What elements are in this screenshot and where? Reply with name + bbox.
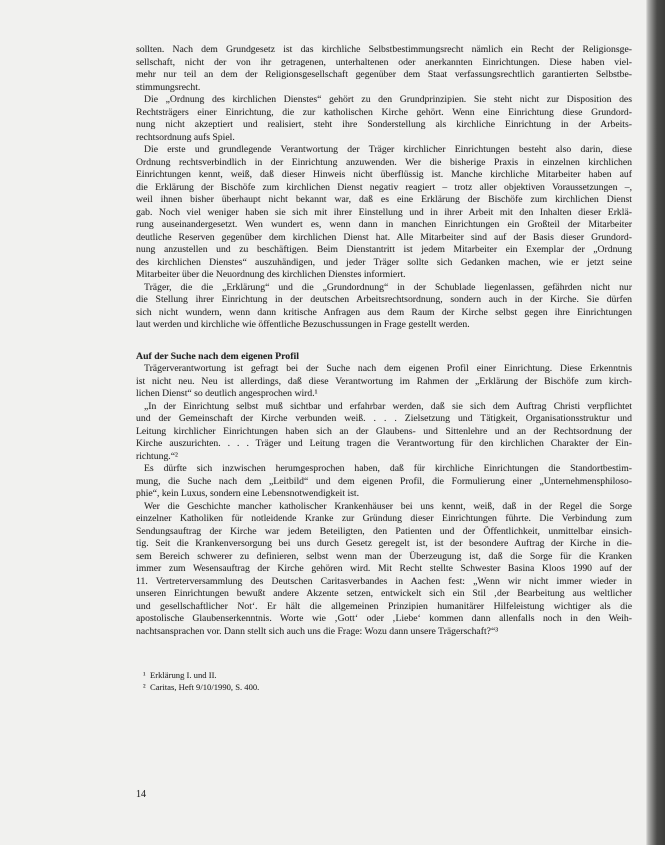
text-line: die Erklärung der Bischöfe zum kirchlichen Dienst negativ reagiert – trotz aller objektiven Voraussetzungen –,	[136, 181, 632, 193]
paragraph	[136, 463, 632, 501]
text-line: apostolische Glaubenserkenntnis. Worte wie ‚Gott‘ oder ‚Liebe‘ kommen dann allenfalls noch in den Weih-	[136, 613, 632, 624]
footnote	[143, 682, 623, 694]
text-line: Rechtsträgers einer Einrichtung, die zur katholischen Kirche gehört. Wenn eine Einrichtung diese Grundord-	[136, 106, 632, 118]
paragraph	[136, 501, 632, 639]
text-column	[136, 44, 632, 638]
text-line: Trägerverantwortung ist gefragt bei der Suche nach dem eigenen Profil einer Einrichtung. Diese Erkenntnis	[144, 363, 632, 374]
text-line: Die „Ordnung des kirchlichen Dienstes“ gehört zu den Grundprinzipien. Sie steht nicht zur Disposition des	[144, 94, 632, 105]
text-line: und gesellschaftlicher Not‘. Er hält die allgemeinen Prinzipien humanitärer Hilfeleistung wichtiger als die	[136, 600, 632, 612]
text-line: Mitarbeiter über die Neuordnung des kirchlichen Dienstes informiert.	[136, 269, 406, 280]
text-line: sich nicht wundern, wenn dann kritische Anfragen aus dem Raum der Kirche selbst gegen ihre Einrichtungen	[136, 306, 632, 318]
paragraph	[136, 282, 632, 332]
footnote-text: Erklärung I. und II.	[150, 670, 217, 680]
text-line: Einrichtungen kennt, weiß, daß dieser Hinweis nicht überflüssig ist. Manche kirchliche Mitarbeiter haben auf	[136, 169, 632, 180]
paragraph	[136, 401, 632, 464]
text-line: deutliche Reserven gegenüber dem kirchlichen Dienst hat. Alle Mitarbeiter sind auf der Basis dieser Grundord-	[136, 231, 632, 243]
paragraph	[136, 363, 632, 401]
text-line: mehr nur teil an dem der Religionsgesellschaft gegenüber dem Staat verfassungsrechtlich garantierten Selbstbe-	[136, 69, 632, 80]
text-line: und der Gemeinschaft der Kirche verbunden weiß. . . . Zielsetzung und Tätigkeit, Organisationsstruktur und	[136, 413, 632, 424]
footnote-mark: ²	[143, 681, 146, 692]
footnote-text: Caritas, Heft 9/10/1990, S. 400.	[150, 681, 260, 692]
text-line: sem Bereich schwerer zu definieren, selbst wenn man der Überzeugung ist, daß die Sorge für die Kranken	[136, 550, 632, 562]
text-line: immer zum Wesensauftrag der Kirche gehören wird. Mit Recht stellte Schwester Basina Kloos 1990 auf der	[136, 563, 632, 574]
text-line: Kirche auszurichten. . . . Träger und Leitung tragen die Verantwortung für den kirchlichen Charakter der Ein-	[136, 438, 632, 449]
footnote	[143, 670, 623, 682]
text-line: Es dürfte sich inzwischen herumgesprochen haben, daß für kirchliche Einrichtungen die Standortbestim-	[144, 463, 632, 474]
text-line: Wer die Geschichte mancher katholischer Krankenhäuser bei uns kennt, weiß, daß in der Regel die Sorge	[144, 500, 632, 512]
page-number: 14	[136, 789, 146, 800]
text-line: des kirchlichen Dienstes“ auszuhändigen, und jeder Träger sollte sich Gedanken machen, wie er jetzt seine	[136, 256, 632, 268]
text-line: Leitung kirchlicher Einrichtungen haben sich an der Glaubens- und Sittenlehre und an der Rechtsordnung der	[136, 425, 632, 437]
text-line: rung auseinandergesetzt. Wen wundert es, wenn dann in manchen Einrichtungen ein Großteil der Mitarbeiter	[136, 219, 632, 230]
text-line: Die erste und grundlegende Verantwortung der Träger kirchlicher Einrichtungen besteht also darin, diese	[144, 144, 632, 155]
section-heading: Auf der Suche nach dem eigenen Profil	[136, 350, 299, 362]
text-line: tig. Seit die Krankenversorgung bei uns durch Gesetz geregelt ist, ist der besondere Auftrag der Kirche in die-	[136, 538, 632, 549]
text-line: Sendungsauftrag der Kirche war jedem Beteiligten, den Patienten und der Öffentlichkeit, unmittelbar einsich-	[136, 525, 632, 537]
paragraph	[136, 44, 632, 94]
text-line: 11. Vertreterversammlung des Deutschen Caritasverbandes in Aachen fest: „Wenn wir nicht immer wieder in	[136, 575, 632, 587]
text-line: Ordnung rechtsverbindlich in der Einrichtung anzuwenden. Wer die bisherige Praxis in einzelnen kirchlichen	[136, 156, 632, 168]
footnote-mark: ¹	[143, 670, 146, 680]
text-line: nung nicht akzeptiert und realisiert, steht ihre Sonderstellung als kirchliche Einrichtung in der Arbeits-	[136, 119, 632, 130]
opening-text	[136, 44, 632, 332]
paragraph	[136, 144, 632, 282]
text-line: einzelner Katholiken für notleidende Kranke zur Gründung dieser Einrichtungen führte. Die Verbindung zum	[136, 513, 632, 524]
text-line: sollten. Nach dem Grundgesetz ist das kirchliche Selbstbestimmungsrecht nämlich ein Recht der Religionsge-	[136, 44, 632, 55]
text-line: stimmungsrecht.	[136, 81, 201, 93]
text-line: Träger, die die „Erklärung“ und die „Grundordnung“ in der Schublade liegenlassen, gefährden nicht nur	[144, 281, 632, 293]
text-line: weil ihnen bisher überhaupt nicht bekannt war, daß es eine Erklärung der Bischöfe zum kirchlichen Dienst	[136, 194, 632, 205]
text-line: gab. Noch viel weniger haben sie sich mit ihrer Einstellung und in ihrer Arbeit mit den Inhalten dieser Erklä-	[136, 206, 632, 218]
text-line: phie“, kein Luxus, sondern eine Lebensnotwendigkeit ist.	[136, 488, 360, 499]
footnotes	[143, 670, 623, 693]
paragraph	[136, 94, 632, 144]
text-line: unseren Einrichtungen bewußt andere Akzente setzen, entwickelt sich ein Stil ‚der Bearbeitung aus weltlicher	[136, 588, 632, 599]
text-line: nachtsansprachen vor. Dann stellt sich auch uns die Frage: Wozu dann unsere Trägerschaft?“³	[136, 625, 499, 637]
section-text	[136, 363, 632, 638]
text-line: richtung.“²	[136, 450, 178, 462]
text-line: lichen Dienst“ so deutlich angesprochen wird.¹	[136, 388, 318, 399]
text-line: mung, die Suche nach dem „Leitbild“ und dem eigenen Profil, die Formulierung einer „Unternehmensphiloso-	[136, 475, 632, 487]
text-line: „In der Einrichtung selbst muß sichtbar und erfahrbar werden, daß sie sich dem Auftrag Christi verpflichtet	[144, 400, 632, 412]
page-edge-shadow	[646, 0, 665, 845]
text-line: die Stellung ihrer Einrichtung in der deutschen Arbeitsrechtsordnung, sondern auch in der Kirche. Sie dürfen	[136, 294, 632, 305]
text-line: ist nicht neu. Neu ist allerdings, daß diese Verantwortung im Rahmen der „Erklärung der Bischöfe zum kirch-	[136, 375, 632, 387]
text-line: rechtsordnung aufs Spiel.	[136, 131, 235, 143]
text-line: sellschaft, nicht der von ihr getragenen, unterhaltenen oder anerkannten Einrichtungen. Diese haben viel-	[136, 56, 632, 68]
text-line: nung anzustellen und zu beschäftigen. Beim Dienstantritt ist jedem Mitarbeiter ein Exemplar der „Ordnung	[136, 244, 632, 255]
text-line: laut werden und kirchliche wie öffentliche Bezuschussungen in Frage gestellt werden.	[136, 319, 470, 330]
